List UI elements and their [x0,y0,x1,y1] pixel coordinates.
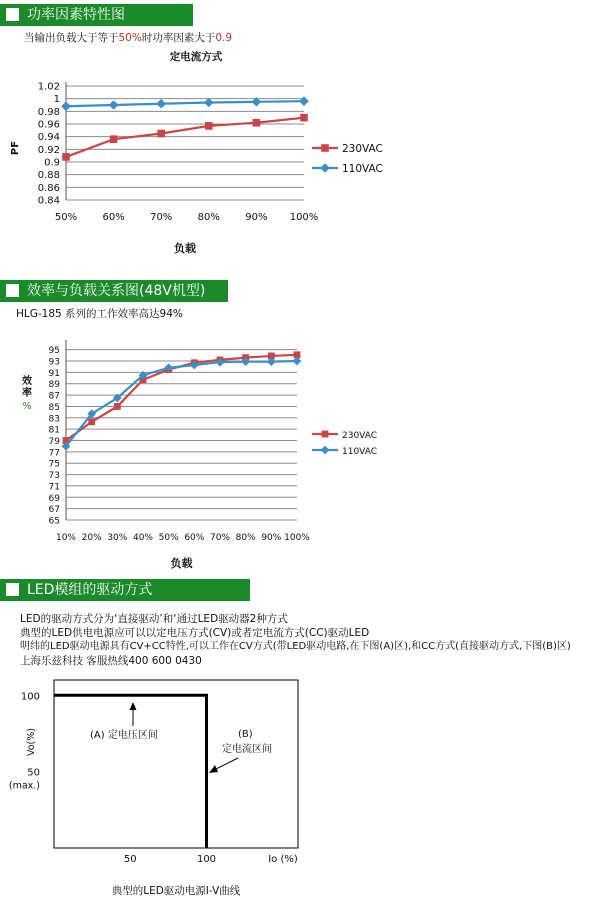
annotation-cv-zone: (A) 定电压区间 [90,730,158,741]
y-axis-unit: % [22,401,32,412]
x-tick-label: 100% [284,533,310,543]
y-axis-label: PF [10,140,21,156]
legend-label: 110VAC [342,163,383,175]
y-tick-label: 83 [48,414,60,425]
y-tick-label: 0.9 [44,157,60,169]
legend-label: 230VAC [342,431,378,441]
iv-curve [54,695,207,848]
y-tick-label: 0.98 [37,106,60,118]
efficiency-note: HLG-185 系列的工作效率高达94% [16,308,183,320]
section-title: LED模组的驱动方式 [27,582,153,598]
x-tick-label: 100% [289,212,319,223]
y-tick-label: 0.92 [37,144,60,156]
y-tick-label: 0.86 [37,182,60,194]
y-tick-label: (max.) [8,780,40,792]
section-title: 效率与负载关系图(48V机型) [27,283,206,299]
y-tick-label: 73 [48,471,60,482]
y-axis-label: 效 [22,376,32,387]
x-axis-label: 负载 [174,242,196,255]
y-tick-label: 1 [53,94,60,106]
y-tick-label: 93 [48,357,60,368]
led-line-3: 明纬的LED驱动电源具有CV+CC特性,可以工作在CV方式(带LED驱动电路,在下图(A)区),和CC方式(直接驱动方式,下图(B)区) [20,641,571,652]
arrow-up-icon [130,702,137,710]
arrow-left-icon [214,758,238,770]
x-tick-label: 30% [107,533,128,543]
y-tick-label: 85 [48,402,60,413]
pf-note: 当输出负载大于等于50%时功率因素大于0.9 [24,32,233,44]
x-tick-label: 100 [196,854,217,865]
y-tick-label: 71 [48,482,60,493]
y-tick-label: 69 [48,493,60,504]
y-tick-label: 81 [48,425,60,436]
led-line-2: 典型的LED供电电源应可以以定电压方式(CV)或者定电流方式(CC)驱动LED [20,627,370,639]
led-line-1: LED的驱动方式分为‘直接驱动’和‘通过LED驱动器2种方式 [20,613,288,625]
chart-caption: 典型的LED驱动电源I-V曲线 [111,885,241,897]
y-tick-label: 95 [48,346,60,357]
arrow-left-icon [209,765,218,773]
x-tick-label: 80% [197,212,220,223]
x-tick-label: 50% [158,533,179,543]
led-line-4: 上海乐兹科技 客服热线400 600 0430 [20,655,202,667]
y-tick-label: 77 [48,448,60,459]
y-tick-label: 0.88 [37,170,60,182]
chart-title: 定电流方式 [169,51,223,63]
legend-label: 230VAC [342,143,383,155]
x-tick-label: 70% [209,533,231,543]
x-tick-label: 50 [123,854,137,865]
y-tick-label: 0.84 [37,195,60,207]
y-tick-label: 100 [20,691,40,703]
x-tick-label: 10% [55,533,77,543]
y-tick-label: 0.96 [37,119,60,131]
y-tick-label: 0.94 [37,132,60,144]
x-tick-label: 90% [245,212,268,223]
x-axis-label: 负载 [170,557,193,570]
y-tick-label: 65 [48,516,60,527]
y-tick-label: 79 [48,437,60,448]
plot-frame [54,680,298,848]
x-tick-label: 90% [261,533,282,543]
x-tick-label: 70% [150,212,173,223]
legend-label: 110VAC [342,447,378,457]
y-tick-label: 1.02 [37,81,60,93]
y-tick-label: 67 [48,505,60,516]
annotation-cc-zone: 定电流区间 [222,744,272,755]
x-tick-label: 60% [102,212,125,223]
section-title: 功率因素特性图 [27,7,125,23]
y-axis-label: Vo(%) [26,727,37,757]
x-tick-label: 80% [235,533,256,543]
x-tick-label: 40% [132,533,154,543]
y-tick-label: 50 [27,767,40,779]
x-axis-label: Io (%) [268,854,298,865]
x-tick-label: 60% [184,533,205,543]
y-tick-label: 89 [48,380,60,391]
x-tick-label: 50% [54,212,78,223]
y-tick-label: 87 [48,391,60,402]
y-axis-label: 率 [22,388,32,399]
y-tick-label: 91 [48,368,60,379]
y-tick-label: 75 [48,459,60,470]
annotation-b: (B) [238,729,253,740]
x-tick-label: 20% [81,533,102,543]
